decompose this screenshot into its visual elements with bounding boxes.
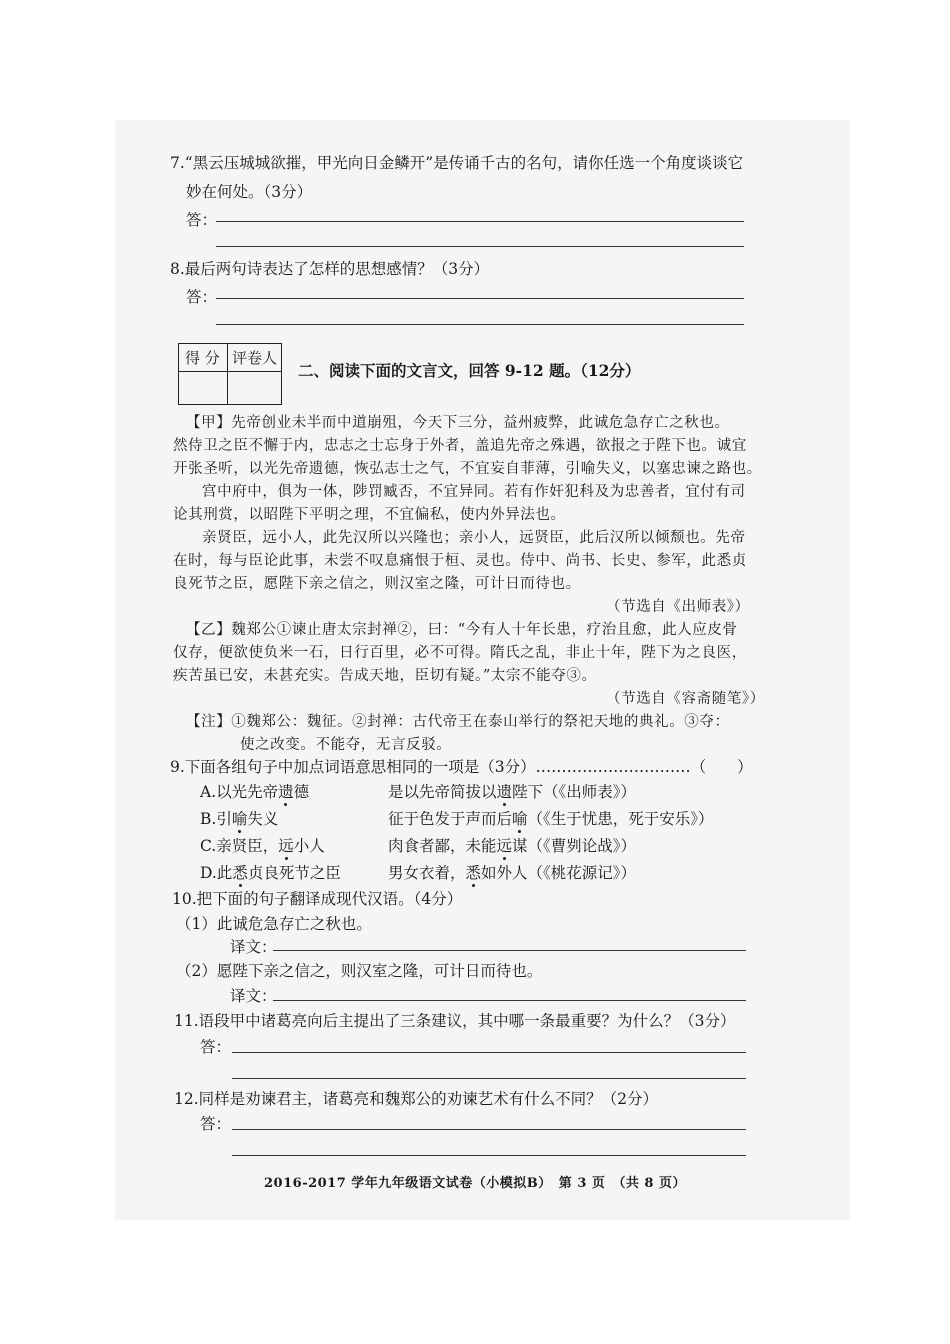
q11-answer-line-1[interactable] — [232, 1052, 746, 1053]
dotted-word: 喻 — [512, 810, 528, 828]
passage-yi-source: （节选自《容斋随笔》） — [606, 691, 765, 707]
q12-answer-line-1[interactable] — [232, 1129, 746, 1130]
q10-sentence-2: （2）愿陛下亲之信之，则汉室之隆，可计日而待也。 — [176, 962, 543, 980]
q9-option-a-compare: 是以先帝简拔以遗陛下（《出师表》） — [388, 783, 637, 801]
q12-stem: 12.同样是劝谏君主，诸葛亮和魏郑公的劝谏艺术有什么不同？（2分） — [174, 1090, 659, 1108]
passage-jia-line: 亲贤臣，远小人，此先汉所以兴隆也；亲小人，远贤臣，此后汉所以倾颓也。先帝 — [202, 530, 746, 546]
notes-line-2: 使之改变。不能夺，无言反驳。 — [240, 737, 452, 753]
notes-line-1: 【注】①魏郑公：魏征。②封禅：古代帝王在泰山举行的祭祀天地的典礼。③夺： — [186, 714, 730, 730]
dotted-word: 悉 — [232, 864, 248, 882]
q7-answer-line-2[interactable] — [216, 246, 744, 247]
q9-option-d[interactable]: D.此悉贞良死节之臣 — [200, 864, 341, 882]
dotted-word: 远 — [496, 837, 513, 855]
passage-jia-source: （节选自《出师表》） — [606, 599, 750, 615]
q11-stem: 11.语段甲中诸葛亮向后主提出了三条建议，其中哪一条最重要？为什么？（3分） — [174, 1012, 736, 1030]
q10-translation-label-2: 译文： — [230, 987, 277, 1005]
q7-line1: 7.“黑云压城城欲摧，甲光向日金鳞开”是传诵千古的名句，请你任选一个角度谈谈它 — [170, 154, 744, 172]
q9-option-c-compare: 肉食者鄙，未能远谋（《曹刿论战》） — [388, 837, 637, 855]
q9-option-b[interactable]: B.引喻失义 — [200, 810, 279, 828]
q10-answer-line-1[interactable] — [273, 950, 746, 951]
passage-jia-line: 宫中府中，俱为一体，陟罚臧否，不宜异同。若有作奸犯科及为忠善者，宜付有司 — [202, 484, 746, 500]
q7-line2: 妙在何处。（3分） — [186, 183, 313, 201]
q8-answer-line-2[interactable] — [216, 324, 744, 325]
passage-yi-line: 疾苦虽已安，未甚充实。告成天地，臣切有疑。”太宗不能夺③。 — [173, 668, 597, 684]
q9-option-b-compare: 征于色发于声而后喻（《生于忧患，死于安乐》） — [388, 810, 714, 828]
q8-question: 8.最后两句诗表达了怎样的思想感情？（3分） — [170, 260, 490, 278]
q8-answer-label: 答： — [186, 288, 218, 306]
dotted-word: 远 — [278, 837, 294, 855]
dotted-word: 遗 — [496, 783, 513, 801]
passage-jia-line: 开张圣听，以光先帝遗德，恢弘志士之气，不宜妄自菲薄，引喻失义，以塞忠谏之路也。 — [173, 461, 762, 477]
q10-translation-label-1: 译文： — [230, 938, 277, 956]
q10-answer-line-2[interactable] — [273, 1000, 746, 1001]
q9-stem: 9.下面各组句子中加点词语意思相同的一项是（3分）…………………………（ ） — [170, 758, 753, 776]
passage-yi-line: 仅存，便欲使负米一石，日行百里，必不可得。隋氏之乱，非止十年，陛下为之良医， — [173, 645, 747, 661]
q8-answer-line-1[interactable] — [216, 298, 744, 299]
score-table — [178, 343, 282, 405]
q10-stem: 10.把下面的句子翻译成现代汉语。（4分） — [172, 890, 463, 908]
q7-answer-label: 答： — [186, 211, 218, 229]
passage-jia-line: 【甲】先帝创业未半而中道崩殂，今天下三分，益州疲弊，此诚危急存亡之秋也。 — [186, 415, 730, 431]
dotted-word: 悉 — [465, 864, 482, 882]
q10-sentence-1: （1）此诚危急存亡之秋也。 — [176, 915, 372, 933]
grader-label: 评卷人 — [232, 349, 278, 367]
passage-yi-line: 【乙】魏郑公①谏止唐太宗封禅②，曰：“今有人十年长患，疗治且愈，此人应皮骨 — [186, 622, 738, 638]
dotted-word: 喻 — [231, 810, 248, 828]
q12-answer-label: 答： — [200, 1115, 232, 1133]
section-2-title: 二、阅读下面的文言文，回答 9-12 题。（12分） — [298, 361, 641, 380]
q9-option-d-compare: 男女衣着，悉如外人（《桃花源记》） — [388, 864, 637, 882]
page-footer: 2016-2017 学年九年级语文试卷（小模拟B） 第 3 页 （共 8 页） — [264, 1176, 686, 1191]
passage-jia-line: 在时，每与臣论此事，未尝不叹息痛恨于桓、灵也。侍中、尚书、长史、参军，此悉贞 — [173, 553, 747, 569]
q11-answer-line-2[interactable] — [232, 1078, 746, 1079]
passage-jia-line: 良死节之臣，愿陛下亲之信之，则汉室之隆，可计日而待也。 — [173, 576, 581, 592]
q12-answer-line-2[interactable] — [232, 1155, 746, 1156]
q7-answer-line-1[interactable] — [216, 221, 744, 222]
q9-option-c[interactable]: C.亲贤臣，远小人 — [200, 837, 325, 855]
q9-option-a[interactable]: A.以光先帝遗德 — [200, 783, 310, 801]
dotted-word: 遗 — [278, 783, 294, 801]
q11-answer-label: 答： — [200, 1038, 232, 1056]
passage-jia-line: 然侍卫之臣不懈于内，忠志之士忘身于外者，盖追先帝之殊遇，欲报之于陛下也。诚宜 — [173, 438, 747, 454]
score-label: 得 分 — [185, 349, 220, 367]
passage-jia-line: 论其刑赏，以昭陛下平明之理，不宜偏私，使内外异法也。 — [173, 507, 566, 523]
